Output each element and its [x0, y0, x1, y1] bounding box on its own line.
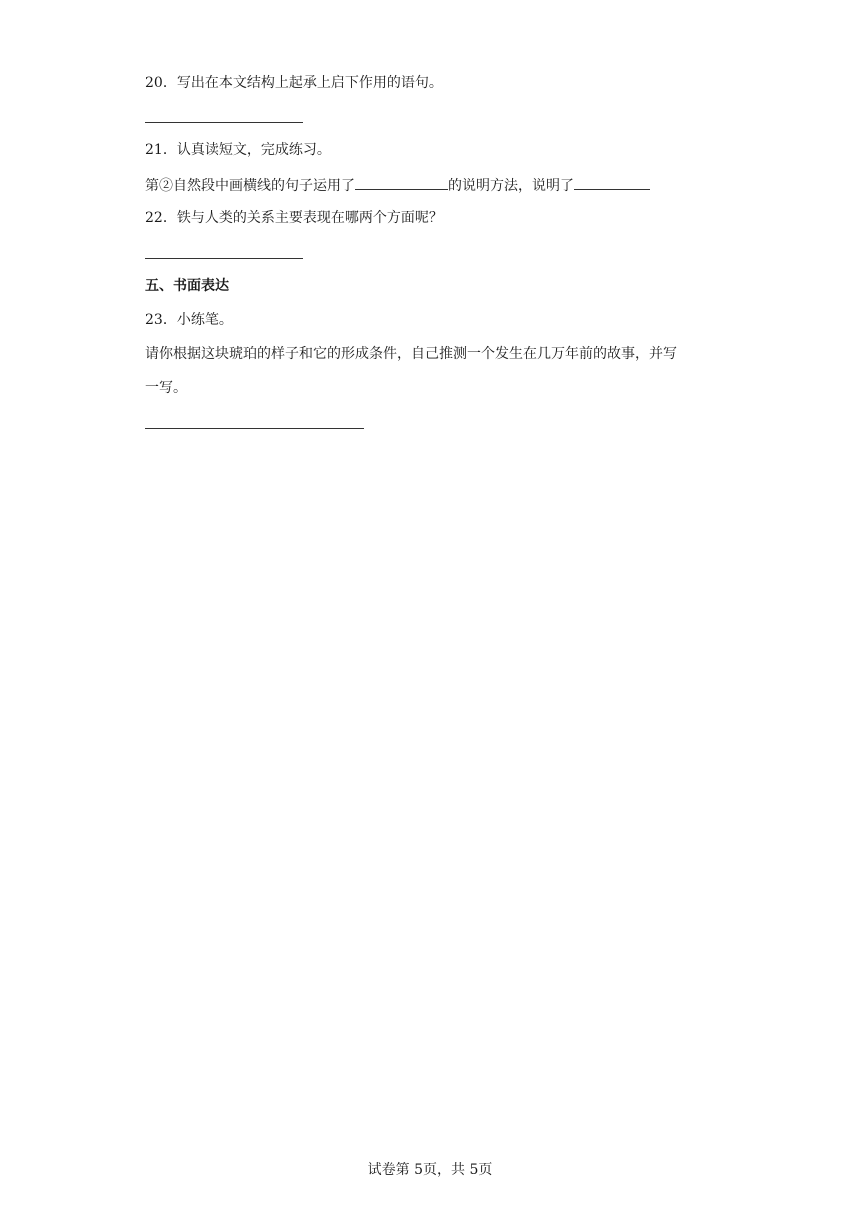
answer-line-22[interactable]: [145, 258, 303, 259]
question-22-text: 22．铁与人类的关系主要表现在哪两个方面呢？: [145, 210, 443, 226]
answer-line-23[interactable]: [145, 428, 364, 429]
question-23-text: 23．小练笔。: [145, 312, 233, 328]
section-5-heading: 五、书面表达: [145, 278, 229, 294]
blank-method[interactable]: [355, 174, 448, 190]
question-21-sub-part1: 第②自然段中画横线的句子运用了: [145, 178, 355, 194]
question-21-text: 21．认真读短文，完成练习。: [145, 142, 331, 158]
question-21-sub-part2: 的说明方法，说明了: [448, 178, 574, 194]
page-footer: 试卷第 5页，共 5页: [367, 1162, 493, 1178]
answer-line-20[interactable]: [145, 122, 303, 123]
question-23-prompt-line2: 一写。: [145, 380, 187, 396]
question-20-text: 20．写出在本文结构上起承上启下作用的语句。: [145, 75, 443, 91]
blank-explanation[interactable]: [574, 174, 650, 190]
question-23-prompt-line1: 请你根据这块琥珀的样子和它的形成条件，自己推测一个发生在几万年前的故事，并写: [145, 346, 677, 362]
question-21-subquestion: [145, 174, 650, 196]
